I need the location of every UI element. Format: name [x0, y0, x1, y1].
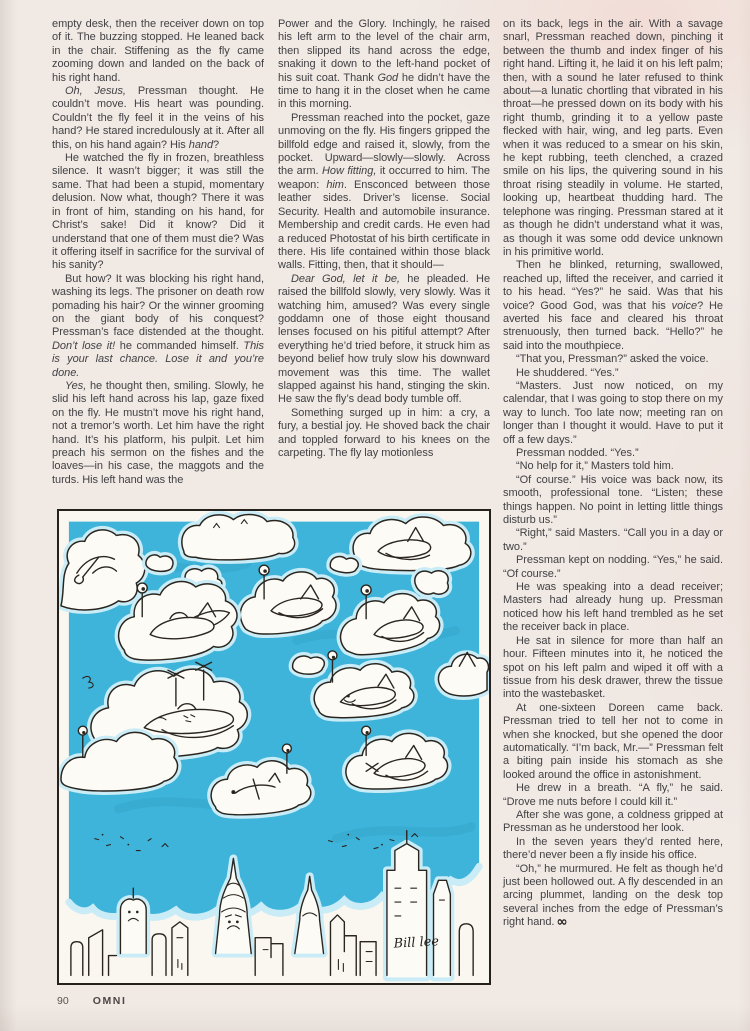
paragraph: on its back, legs in the air. With a savage snarl, Pressman reached down, pinching it between the thumb and index finger of his right hand. Lifting it, he laid it on his left palm; then, with a sound he later refused to think about—a lunatic chortling that vibrated in his throat—he pressed down on its body with his right thumb, grinding it to a yellow paste flecked with hair, wing, and leg parts. Even when it was reduced to a smear on his skin, he kept rubbing, teeth clenched, a crazed smile on his lips, the quivering sound in his throat rising steadily in volume. He started, looking up, heartbeat thudding hard. The telephone was ringing. Pressman stared at it as though he didn’t understand what it was, as though it was some odd device unknown in his primitive world.	[503, 18, 723, 258]
text-column-3	[503, 18, 723, 930]
cartoon-illustration	[57, 509, 491, 985]
paragraph: After she was gone, a coldness gripped at Pressman as he understood her look.	[503, 808, 723, 835]
paragraph: In the seven years they’d rented here, there’d never been a fly inside his office.	[503, 835, 723, 862]
paragraph: At one-sixteen Doreen came back. Pressman tried to tell her not to come in when she knocked, but she opened the door automatically. “I’m back, Mr.—” Pressman felt a biting pain inside his stomach as she looked around the office in astonishment.	[503, 701, 723, 781]
paragraph: He drew in a breath. “A fly,” he said. “Drove me nuts before I could kill it.”	[503, 782, 723, 808]
paragraph: empty desk, then the receiver down on top of it. The buzzing stopped. He leaned back in the chair. Stiffening as the fly came zooming down and landed on the back of his right hand.	[52, 18, 264, 84]
paragraph: He shuddered. “Yes.”	[516, 366, 619, 379]
end-of-article-mark: ∞	[556, 914, 567, 931]
paragraph: “No help for it,” Masters told him.	[516, 460, 674, 473]
paragraph: Yes, he thought then, smiling. Slowly, he slid his left hand across his lap, gaze fixed on the fly. He mustn’t move his right hand, not a tremor’s worth. Let him have the right hand. It’s his platform, his pulpit. Let him preach his sermon on the fishes and the loaves—in his case, the maggots and the turds. His left hand was the	[52, 379, 264, 486]
paragraph: Pressman kept on nodding. “Yes,” he said. “Of course.”	[503, 554, 723, 580]
flies-as-planes-cartoon	[59, 511, 489, 983]
page-footer	[57, 995, 127, 1007]
paragraph: He was speaking into a dead receiver; Masters had already hung up. Pressman noticed how his left hand trembled as he set the receiver back in place.	[503, 581, 723, 634]
paragraph: Pressman reached into the pocket, gaze unmoving on the fly. His fingers gripped the billfold edge and raised it, slowly, from the pocket. Upward—slowly—slowly. Across the arm. How fitting, it occurred to him. The weapon: him. Ensconced between those leather sides. Driver’s license. Social Security. Health and automobile insurance. Membership and credit cards. He even had a reduced Photostat of his birth certificate in there. His life contained within those black walls. Fitting, then, that it should—	[278, 111, 490, 272]
artist-signature: Bill lee	[393, 934, 440, 952]
paragraph: “Oh,” he murmured. He felt as though he’d just been hollowed out. A fly descended in an arcing plummet, landing on the desk top several inches from the edge of Pressman’s right hand. ∞	[503, 862, 723, 931]
paragraph: “Masters. Just now noticed, on my calendar, that I was going to stop there on my way to lunch. Too late now; meeting ran on longer than I thought it would. Have to put it off a few days.”	[503, 379, 723, 446]
text-column-2	[278, 18, 490, 512]
paragraph: “Right,” said Masters. “Call you in a day or two.”	[503, 527, 723, 553]
paragraph: Something surged up in him: a cry, a fury, a bestial joy. He shoved back the chair and toppled forward to his knees on the carpeting. The fly lay motionless	[278, 406, 490, 459]
paragraph: “Of course.” His voice was back now, its smooth, professional tone. “Listen; these things happen. No point in letting little things disturb us.”	[503, 473, 723, 527]
paragraph: Dear God, let it be, he pleaded. He raised the billfold slowly, very slowly. Was it watching him, amused? Was every single goddamn one of those eight thousand lenses focused on his pitiful attempt? After everything he’d tried before, it struck him as beyond belief how truly slow his downward movement was this time. The wallet slapped against his hand, stinging the skin. He saw the fly’s dead body tumble off.	[278, 272, 490, 406]
text-column-1	[52, 18, 264, 512]
page-number: 90	[57, 995, 69, 1007]
magazine-name: OMNI	[92, 995, 127, 1007]
paragraph: He sat in silence for more than half an hour. Fifteen minutes into it, he noticed the spot on his left palm and wiped it off with a tissue from his desk drawer, threw the tissue into the wastebasket.	[503, 634, 723, 701]
paragraph: But how? It was blocking his right hand, washing its legs. The prisoner on death row pomading his hair? Or the winner grooming on the giant body of his conquest? Pressman’s face distended at the thought. Don’t lose it! he commanded himself. This is your last chance. Lose it and you’re done.	[52, 272, 264, 379]
paragraph: “That you, Pressman?” asked the voice.	[516, 353, 709, 366]
paragraph: Power and the Glory. Inchingly, he raised his left arm to the level of the chair arm, then slipped its hand across the edge, snaking it down to the left-hand pocket of his suit coat. Thank God he didn’t have the time to hang it in the closet when he came in this morning.	[278, 18, 490, 111]
paragraph: Pressman nodded. “Yes.”	[516, 447, 639, 459]
paragraph: Oh, Jesus, Pressman thought. He couldn’t move. His heart was pounding. Couldn’t the fly feel it in the veins of his hand? He stared incredulously at it. After all this, on his hand again? His hand?	[52, 85, 264, 151]
paragraph: Then he blinked, returning, swallowed, reached up, lifted the receiver, and carried it to his head. “Yes?” he said. Was that his voice? Good God, was that his voice? He averted his face and cleared his throat strenuously, then turned back. “Hello?” he said into the mouthpiece.	[503, 259, 723, 352]
paragraph: He watched the fly in frozen, breathless silence. It wasn’t bigger; it was still the same. That had been a stupid, momentary delusion. Now what, though? There it was in front of him, standing on his hand, for Christ’s sake! Did it know? Did it understand that one of them must die? Was it offering itself in sacrifice for the survival of his sanity?	[52, 152, 264, 272]
